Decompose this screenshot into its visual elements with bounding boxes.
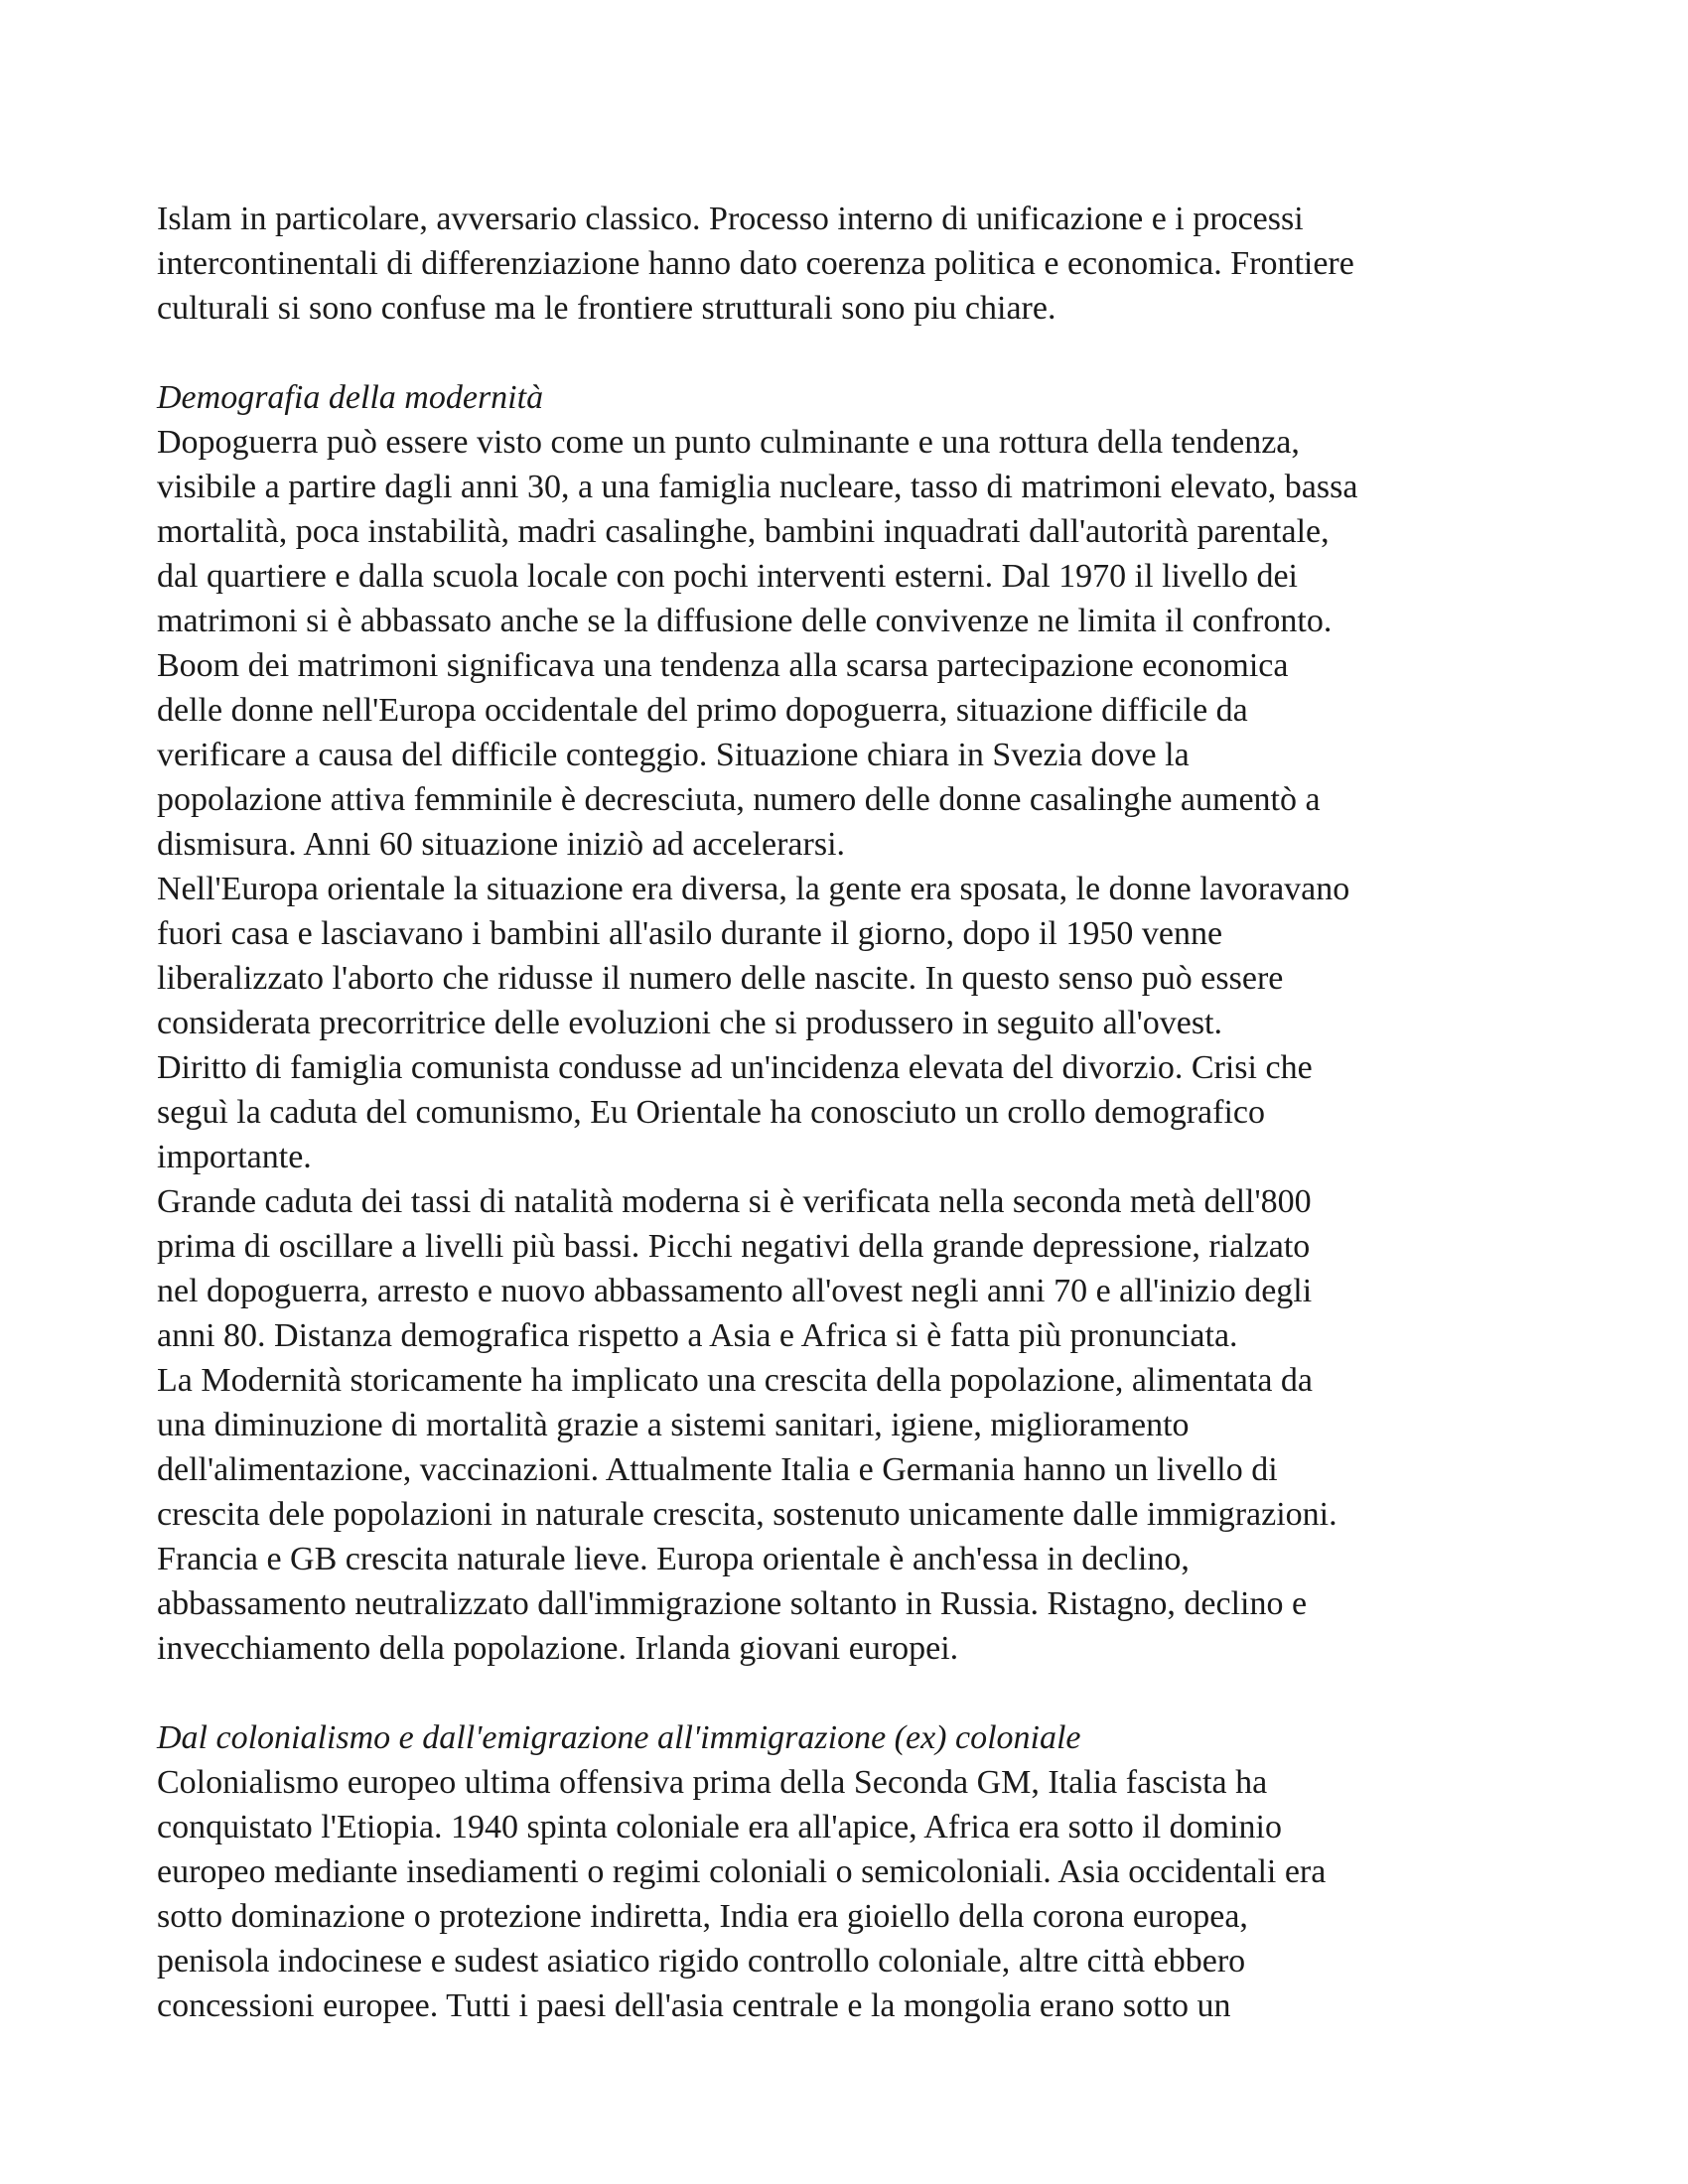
text-line: Boom dei matrimoni significava una tendenza alla scarsa partecipazione economica — [157, 647, 1289, 684]
text-line: matrimoni si è abbassato anche se la diffusione delle convivenze ne limita il confronto. — [157, 603, 1333, 639]
text-line: Francia e GB crescita naturale lieve. Europa orientale è anch'essa in declino, — [157, 1541, 1190, 1577]
text-line: Diritto di famiglia comunista condusse ad un'incidenza elevata del divorzio. Crisi che — [157, 1049, 1313, 1086]
text-line: importante. — [157, 1139, 312, 1175]
text-line: mortalità, poca instabilità, madri casalinghe, bambini inquadrati dall'autorità parentale, — [157, 513, 1330, 550]
text-line: Dopoguerra può essere visto come un punto culminante e una rottura della tendenza, — [157, 424, 1300, 461]
text-line: abbassamento neutralizzato dall'immigrazione soltanto in Russia. Ristagno, declino e — [157, 1585, 1308, 1622]
text-line: prima di oscillare a livelli più bassi. Picchi negativi della grande depressione, rialzato — [157, 1228, 1311, 1265]
section-heading-colonialismo: Dal colonialismo e dall'emigrazione all'immigrazione (ex) coloniale — [157, 1719, 1081, 1756]
text-line: considerata precorritrice delle evoluzioni che si produssero in seguito all'ovest. — [157, 1005, 1222, 1041]
text-line: verificare a causa del difficile conteggio. Situazione chiara in Svezia dove la — [157, 737, 1190, 773]
text-line: visibile a partire dagli anni 30, a una famiglia nucleare, tasso di matrimoni elevato, bassa — [157, 469, 1358, 505]
text-line: sotto dominazione o protezione indiretta, India era gioiello della corona europea, — [157, 1898, 1248, 1935]
text-line: fuori casa e lasciavano i bambini all'asilo durante il giorno, dopo il 1950 venne — [157, 915, 1223, 952]
text-line: Grande caduta dei tassi di natalità moderna si è verificata nella seconda metà dell'800 — [157, 1183, 1312, 1220]
text-line: liberalizzato l'aborto che ridusse il numero delle nascite. In questo senso può essere — [157, 960, 1284, 997]
text-line: conquistato l'Etiopia. 1940 spinta coloniale era all'apice, Africa era sotto il dominio — [157, 1809, 1282, 1845]
text-line: delle donne nell'Europa occidentale del primo dopoguerra, situazione difficile da — [157, 692, 1248, 729]
text-line: anni 80. Distanza demografica rispetto a Asia e Africa si è fatta più pronunciata. — [157, 1317, 1238, 1354]
text-line: Colonialismo europeo ultima offensiva prima della Seconda GM, Italia fascista ha — [157, 1764, 1268, 1801]
text-line: intercontinentali di differenziazione hanno dato coerenza politica e economica. Frontiere — [157, 245, 1354, 282]
text-line: dal quartiere e dalla scuola locale con pochi interventi esterni. Dal 1970 il livello dei — [157, 558, 1298, 595]
section-body-colonialismo — [157, 1760, 1547, 2028]
text-line: Islam in particolare, avversario classico. Processo interno di unificazione e i processi — [157, 201, 1304, 237]
section-body-demografia — [157, 420, 1547, 1671]
text-line: invecchiamento della popolazione. Irlanda giovani europei. — [157, 1630, 959, 1667]
text-line: crescita dele popolazioni in naturale crescita, sostenuto unicamente dalle immigrazioni. — [157, 1496, 1337, 1533]
text-line: europeo mediante insediamenti o regimi coloniali o semicoloniali. Asia occidentali era — [157, 1853, 1327, 1890]
text-line: una diminuzione di mortalità grazie a sistemi sanitari, igiene, miglioramento — [157, 1407, 1190, 1443]
intro-paragraph — [157, 197, 1547, 331]
section-heading-demografia: Demografia della modernità — [157, 379, 544, 416]
text-line: seguì la caduta del comunismo, Eu Orientale ha conosciuto un crollo demografico — [157, 1094, 1265, 1131]
text-line: nel dopoguerra, arresto e nuovo abbassamento all'ovest negli anni 70 e all'inizio degli — [157, 1273, 1313, 1309]
text-line: dismisura. Anni 60 situazione iniziò ad accelerarsi. — [157, 826, 846, 863]
text-line: La Modernità storicamente ha implicato una crescita della popolazione, alimentata da — [157, 1362, 1314, 1399]
document-page — [157, 197, 1547, 2028]
text-line: concessioni europee. Tutti i paesi dell'asia centrale e la mongolia erano sotto un — [157, 1987, 1231, 2024]
text-line: penisola indocinese e sudest asiatico rigido controllo coloniale, altre città ebbero — [157, 1943, 1246, 1979]
text-line: dell'alimentazione, vaccinazioni. Attualmente Italia e Germania hanno un livello di — [157, 1451, 1278, 1488]
text-line: culturali si sono confuse ma le frontiere strutturali sono piu chiare. — [157, 290, 1056, 327]
text-line: Nell'Europa orientale la situazione era diversa, la gente era sposata, le donne lavoravano — [157, 871, 1350, 907]
text-line: popolazione attiva femminile è decresciuta, numero delle donne casalinghe aumentò a — [157, 781, 1321, 818]
